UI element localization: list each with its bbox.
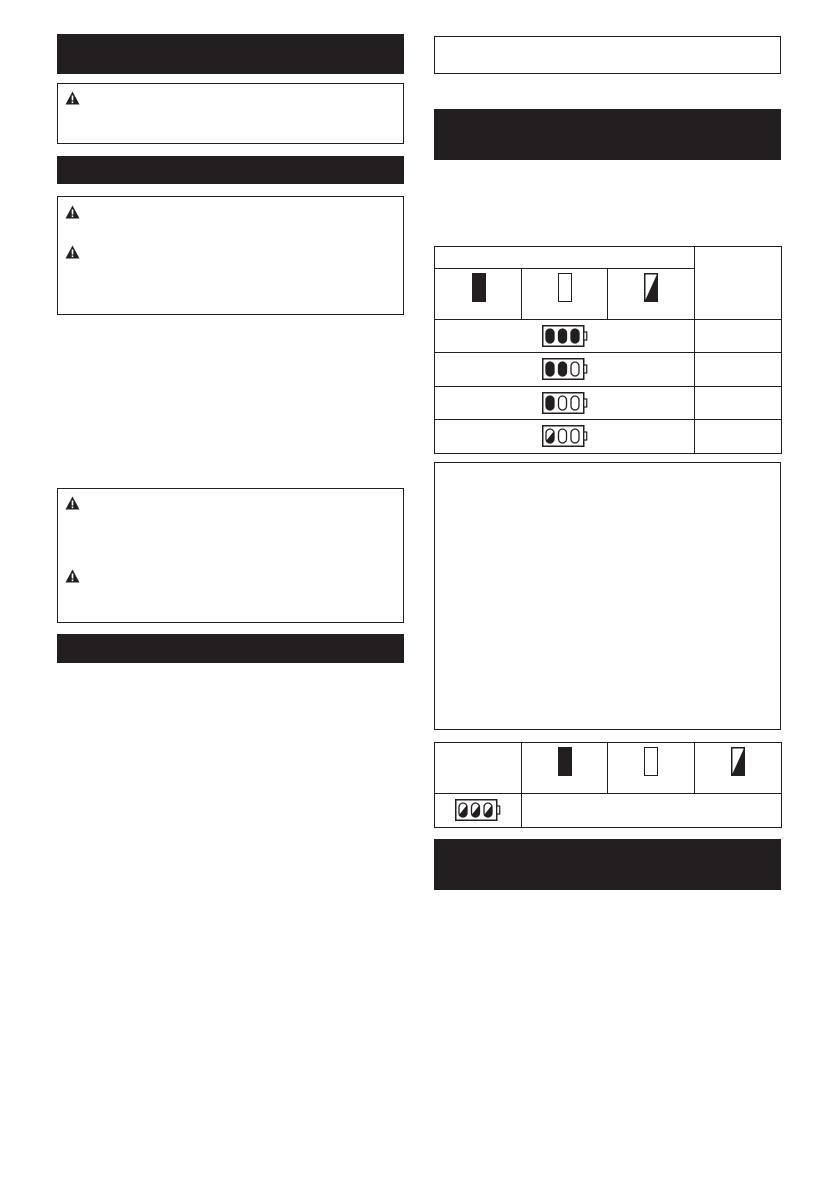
warning-triangle-icon bbox=[65, 569, 80, 583]
battery-gauge-icon bbox=[542, 325, 588, 347]
lamp-off-icon bbox=[644, 747, 658, 776]
capacity-value-cell bbox=[695, 353, 782, 387]
section-header-bar bbox=[434, 839, 781, 890]
warning-triangle-icon bbox=[65, 245, 80, 259]
error-battery-cell bbox=[435, 794, 522, 828]
section-header-bar bbox=[57, 156, 404, 184]
battery-gauge-icon bbox=[455, 799, 501, 821]
section-header-bar bbox=[434, 109, 781, 160]
battery-status-cell bbox=[435, 387, 695, 420]
section-header-bar bbox=[57, 634, 404, 663]
error-description-cell bbox=[522, 794, 782, 828]
lamp-on-icon bbox=[558, 747, 572, 776]
lamp-on-icon bbox=[546, 329, 554, 343]
legend-blinking-cell bbox=[608, 269, 695, 320]
lamp-on-icon bbox=[472, 273, 486, 302]
lamp-blinking-icon bbox=[644, 273, 658, 302]
legend-off-cell bbox=[608, 743, 695, 794]
lamp-blinking-icon bbox=[731, 747, 745, 776]
lamp-off-icon bbox=[559, 396, 567, 410]
battery-gauge-icon bbox=[542, 358, 588, 380]
lamp-blinking-icon bbox=[546, 429, 554, 443]
lamp-off-icon bbox=[571, 429, 579, 443]
legend-lit-cell bbox=[435, 269, 522, 320]
warning-box bbox=[57, 83, 404, 144]
battery-status-cell bbox=[435, 420, 695, 454]
lamp-off-icon bbox=[558, 273, 572, 302]
error-indicator-table bbox=[434, 742, 782, 828]
capacity-value-cell bbox=[695, 420, 782, 454]
lamp-blinking-icon bbox=[472, 803, 480, 817]
legend-lit-cell bbox=[522, 743, 608, 794]
capacity-value-cell bbox=[695, 320, 782, 353]
warning-triangle-icon bbox=[65, 496, 80, 510]
info-box bbox=[434, 462, 781, 730]
capacity-value-cell bbox=[695, 387, 782, 420]
legend-off-cell bbox=[522, 269, 608, 320]
battery-gauge-icon bbox=[542, 425, 588, 447]
warning-box bbox=[57, 488, 404, 623]
warning-triangle-icon bbox=[65, 205, 80, 219]
lamp-blinking-icon bbox=[484, 803, 492, 817]
note-box bbox=[434, 36, 781, 74]
warning-box bbox=[57, 196, 404, 315]
lamp-off-icon bbox=[571, 396, 579, 410]
lamp-off-icon bbox=[571, 362, 579, 376]
error-label-cell bbox=[435, 743, 522, 794]
section-header-bar bbox=[57, 34, 404, 74]
battery-status-cell bbox=[435, 353, 695, 387]
lamp-on-icon bbox=[546, 362, 554, 376]
lamp-on-icon bbox=[559, 362, 567, 376]
legend-header-cell bbox=[435, 247, 695, 269]
warning-triangle-icon bbox=[65, 91, 80, 105]
lamp-on-icon bbox=[546, 396, 554, 410]
legend-blinking-cell bbox=[695, 743, 782, 794]
capacity-header-cell bbox=[695, 247, 782, 320]
lamp-on-icon bbox=[559, 329, 567, 343]
battery-gauge-icon bbox=[542, 392, 588, 414]
lamp-on-icon bbox=[571, 329, 579, 343]
indicator-lamp-table bbox=[434, 246, 782, 454]
battery-status-cell bbox=[435, 320, 695, 353]
lamp-off-icon bbox=[559, 429, 567, 443]
lamp-blinking-icon bbox=[459, 803, 467, 817]
